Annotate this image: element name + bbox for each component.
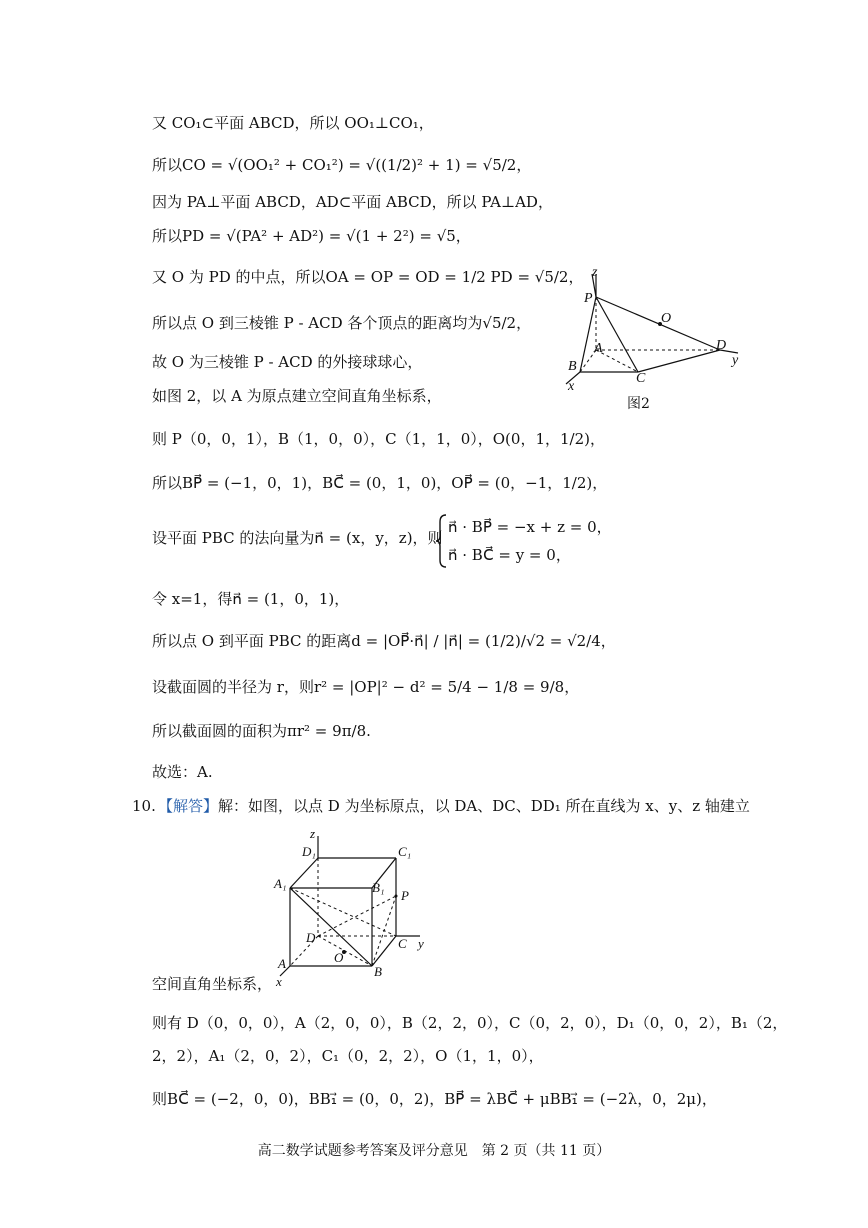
text-line: 设平面 PBC 的法向量为n⃗ = (x，y，z)，则 (152, 529, 443, 547)
answer-mark: 【解答】 (158, 797, 219, 815)
label-a: A (594, 341, 603, 356)
label-d: D (716, 338, 727, 353)
system-eq-1: n⃗ · BP⃗ = −x + z = 0， (448, 518, 612, 536)
text-line: 所以BP⃗ = (−1，0，1)，BC⃗ = (0，1，0)，OP⃗ = (0，−1，1/2)， (152, 474, 608, 492)
text-line: 所以点 O 到三棱锥 P - ACD 各个顶点的距离均为√5/2， (152, 314, 532, 332)
system-brace (436, 514, 448, 568)
label-o: O (661, 311, 672, 326)
label-p: P (401, 888, 409, 903)
label-o: O (334, 950, 344, 965)
text-line: 则 P（0，0，1），B（1，0，0），C（1，1，0），O(0，1，1/2)， (152, 430, 605, 448)
text-line: 因为 PA⊥平面 ABCD，AD⊂平面 ABCD，所以 PA⊥AD， (152, 193, 553, 211)
text-line: 所以截面圆的面积为πr² = 9π/8. (152, 722, 371, 740)
point-p (395, 895, 398, 898)
text-line: 所以点 O 到平面 PBC 的距离d = |OP⃗·n⃗| / |n⃗| = (1/2)/√2 = √2/4， (152, 632, 616, 650)
label-d: D (306, 930, 316, 945)
text-line: 解：如图，以点 D 为坐标原点，以 DA、DC、DD₁ 所在直线为 x、y、z 轴建立 (218, 797, 750, 815)
text-line: 空间直角坐标系， (152, 975, 273, 993)
label-x: x (276, 974, 282, 989)
label-a1: A₁ (274, 876, 287, 891)
label-p: P (584, 291, 593, 306)
text-line: 所以PD = √(PA² + AD²) = √(1 + 2²) = √5， (152, 227, 471, 245)
label-c: C (636, 371, 646, 386)
text-line: 又 CO₁⊂平面 ABCD，所以 OO₁⊥CO₁， (152, 114, 434, 132)
text-line: 又 O 为 PD 的中点，所以OA = OP = OD = 1/2 PD = √5/2， (152, 268, 584, 286)
label-a: A (278, 956, 286, 971)
text-line: 如图 2，以 A 为原点建立空间直角坐标系， (152, 387, 442, 405)
label-z: z (310, 826, 316, 841)
figure-3-cube (262, 826, 442, 991)
text-line: 故 O 为三棱锥 P - ACD 的外接球球心， (152, 353, 423, 371)
figure-2-caption: 图2 (627, 396, 650, 412)
page-footer: 高二数学试题参考答案及评分意见 第 2 页（共 11 页） (257, 1143, 611, 1159)
label-b: B (374, 964, 382, 979)
text-line: 则有 D（0，0，0），A（2，0，0），B（2，2，0），C（0，2，0），D₁（0，0，2），B₁（2， (152, 1014, 788, 1032)
label-y: y (732, 353, 739, 368)
text-line: 设截面圆的半径为 r，则r² = |OP|² − d² = 5/4 − 1/8 = 9/8， (152, 678, 580, 696)
label-b1: B₁ (372, 880, 385, 895)
label-c: C (398, 936, 407, 951)
label-z: z (592, 265, 598, 280)
text-line: 2，2），A₁（2，0，2），C₁（0，2，2），O（1，1，0）， (152, 1047, 544, 1065)
label-b: B (568, 359, 577, 374)
label-d1: D₁ (302, 844, 316, 859)
system-eq-2: n⃗ · BC⃗ = y = 0， (448, 546, 571, 564)
figure-2-pyramid (556, 262, 756, 412)
label-y: y (418, 936, 424, 951)
text-line: 所以CO = √(OO₁² + CO₁²) = √((1/2)² + 1) = √5/2， (152, 156, 532, 174)
question-number: 10. (132, 797, 156, 815)
text-line: 令 x=1，得n⃗ = (1，0，1)， (152, 590, 350, 608)
label-x: x (568, 379, 575, 394)
label-c1: C₁ (398, 844, 412, 859)
text-line: 则BC⃗ = (−2，0，0)，BB₁⃗ = (0，0，2)，BP⃗ = λBC⃗ + μBB₁⃗ = (−2λ，0，2μ)， (152, 1090, 717, 1108)
text-line: 故选：A. (152, 763, 213, 781)
